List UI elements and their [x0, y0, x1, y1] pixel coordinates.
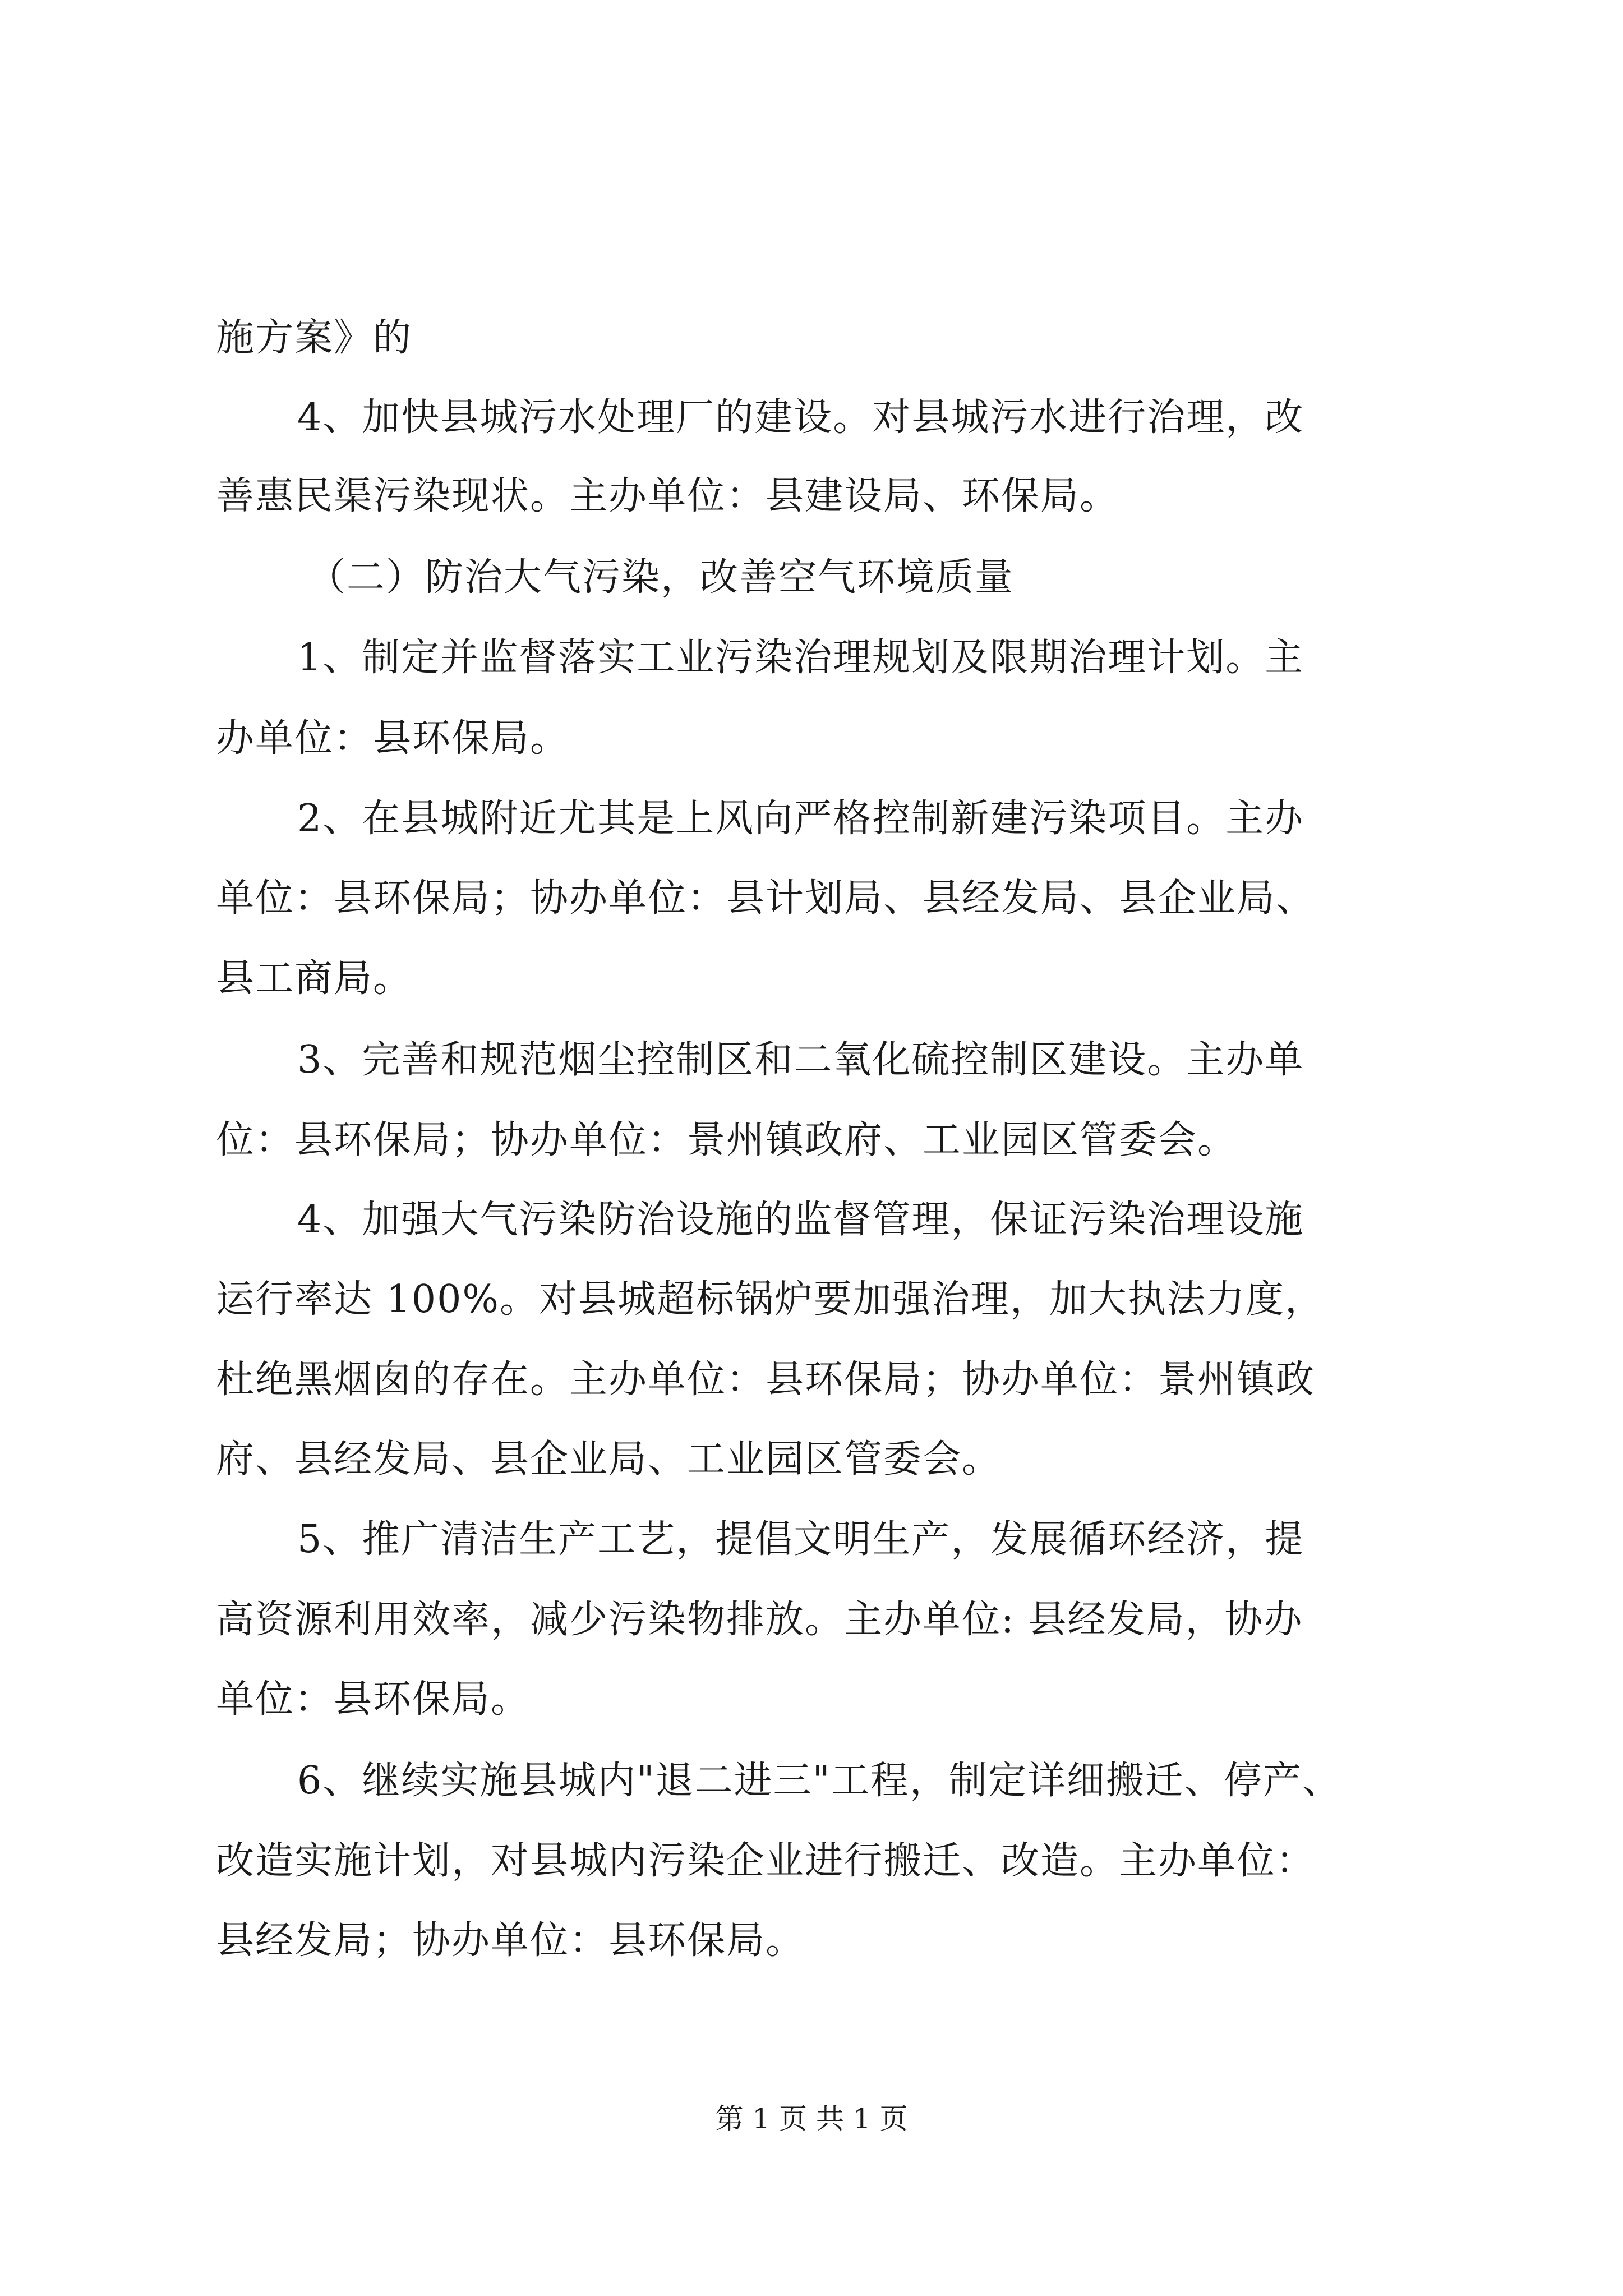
- text-line: 4、加快县城污水处理厂的建设。对县城污水进行治理，改: [297, 395, 1304, 440]
- text-line: 改造实施计划，对县城内污染企业进行搬迁、改造。主办单位：: [216, 1839, 1316, 1883]
- text-line: 高资源利用效率，减少污染物排放。主办单位: 县经发局，协办: [216, 1598, 1303, 1642]
- text-line: 县工商局。: [216, 956, 413, 1001]
- text-line: 6、继续实施县城内"退二进三"工程，制定详细搬迁、停产、: [297, 1759, 1341, 1803]
- text-line: 1、制定并监督落实工业污染治理规划及限期治理计划。主: [297, 636, 1304, 680]
- text-line: 单位：县环保局。: [216, 1677, 531, 1722]
- text-line: 5、推广清洁生产工艺，提倡文明生产，发展循环经济，提: [297, 1517, 1304, 1562]
- text-line: 杜绝黑烟囱的存在。主办单位：县环保局；协办单位：景州镇政: [216, 1358, 1316, 1402]
- text-line: 单位：县环保局；协办单位：县计划局、县经发局、县企业局、: [216, 876, 1316, 921]
- text-line: 善惠民渠污染现状。主办单位：县建设局、环保局。: [216, 474, 1119, 518]
- text-line: 县经发局；协办单位：县环保局。: [216, 1918, 805, 1963]
- text-line: 位：县环保局；协办单位：景州镇政府、工业园区管委会。: [216, 1118, 1237, 1162]
- text-line: 运行率达 100%。对县城超标锅炉要加强治理，加大执法力度，: [216, 1277, 1325, 1322]
- text-line: 施方案》的: [216, 316, 413, 360]
- text-line: 府、县经发局、县企业局、工业园区管委会。: [216, 1437, 1002, 1481]
- text-line: 办单位：县环保局。: [216, 716, 570, 761]
- text-line: 2、在县城附近尤其是上风向严格控制新建污染项目。主办: [297, 797, 1304, 841]
- text-line: 3、完善和规范烟尘控制区和二氧化硫控制区建设。主办单: [297, 1038, 1304, 1082]
- section-heading: （二）防治大气污染，改善空气环境质量: [307, 555, 1015, 600]
- text-line: 4、加强大气污染防治设施的监督管理，保证污染治理设施: [297, 1198, 1304, 1242]
- page-number-footer: 第 1 页 共 1 页: [715, 2102, 908, 2135]
